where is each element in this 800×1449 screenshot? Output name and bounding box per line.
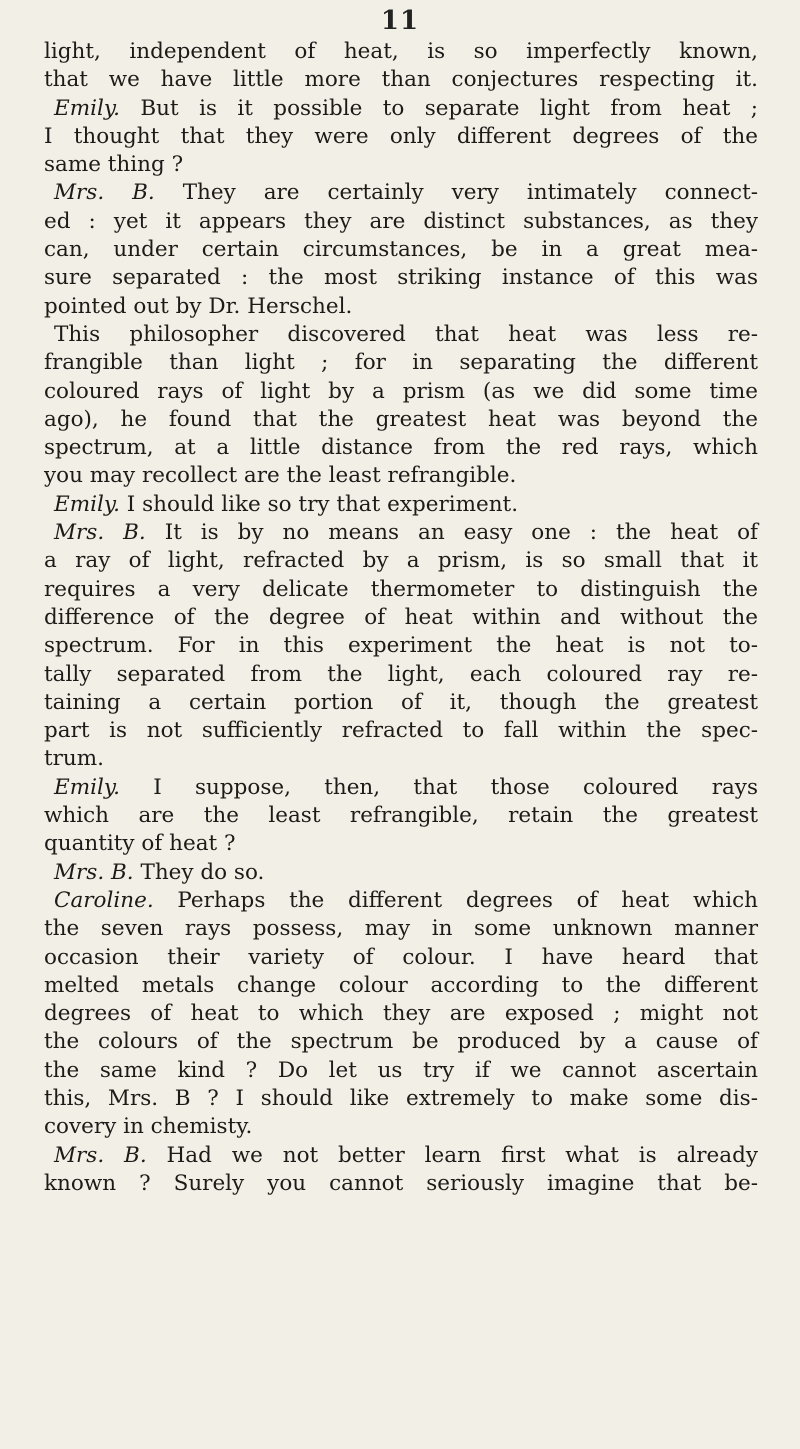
text-line [44,66,758,94]
line-text: I should like so try that experiment. [119,491,519,517]
text-line [44,915,758,943]
text-line [44,349,758,377]
text-line [44,887,758,915]
line-text: which are the least refrangible, retain the greatest [44,803,758,829]
text-line [44,434,758,462]
line-text: coloured rays of light by a prism (as we did some time [44,378,758,404]
line-text: this, Mrs. B ? I should like extremely to make some dis- [44,1085,758,1111]
line-text: They are certainly very intimately connect- [154,180,758,206]
page-number: 11 [380,6,420,36]
text-line [44,1000,758,1028]
speaker-name: Mrs. B. [54,520,146,546]
text-line [44,547,758,575]
text-line [44,632,758,660]
body-text [44,38,758,1198]
line-text: occasion their variety of colour. I have heard that [44,944,758,970]
line-text: the colours of the spectrum be produced by a cause of [44,1029,758,1055]
line-text: spectrum. For in this experiment the heat is not to- [44,633,758,659]
text-line [44,1113,758,1141]
speaker-name: Caroline. [54,887,154,913]
text-line [44,1085,758,1113]
line-text: sure separated : the most striking instance of this was [44,265,758,291]
text-line [44,462,758,490]
text-line [44,519,758,547]
text-line [44,661,758,689]
text-line [44,576,758,604]
text-line [44,1028,758,1056]
line-text: It is by no means an easy one : the heat of [145,520,758,546]
text-line [44,321,758,349]
line-text: ago), he found that the greatest heat was beyond the [44,406,758,432]
line-text: I thought that they were only different degrees of the [44,123,758,149]
line-text: you may recollect are the least refrangible. [44,463,517,489]
speaker-name: Mrs. B. [54,859,134,885]
line-text: trum. [44,746,104,772]
line-text: This philosopher discovered that heat was less re- [54,321,758,347]
line-text: degrees of heat to which they are exposed ; might not [44,1001,758,1027]
line-text: Had we not better learn first what is already [146,1142,758,1168]
line-text: covery in chemisty. [44,1114,253,1140]
line-text: pointed out by Dr. Herschel. [44,293,353,319]
line-text: I suppose, then, that those coloured rays [119,774,758,800]
text-line [44,208,758,236]
line-text: can, under certain circumstances, be in a great mea- [44,237,758,263]
text-line [44,406,758,434]
text-line [44,689,758,717]
text-line [44,264,758,292]
line-text: light, independent of heat, is so imperfectly known, [44,39,758,64]
text-line [44,745,758,773]
text-line [44,717,758,745]
speaker-name: Mrs. B. [54,180,155,206]
text-line [44,859,758,887]
line-text: difference of the degree of heat within and without the [44,604,758,630]
line-text: tally separated from the light, each coloured ray re- [44,661,758,687]
text-line [44,236,758,264]
line-text: quantity of heat ? [44,831,236,857]
line-text: the same kind ? Do let us try if we cannot ascertain [44,1057,758,1083]
line-text: taining a certain portion of it, though the greatest [44,689,758,715]
text-line [44,95,758,123]
line-text: part is not sufficiently refracted to fall within the spec- [44,718,758,744]
text-line [44,151,758,179]
text-line [44,972,758,1000]
text-line [44,830,758,858]
text-line [44,944,758,972]
line-text: They do so. [133,859,265,885]
text-line [44,1170,758,1198]
text-line [44,378,758,406]
line-text: spectrum, at a little distance from the red rays, which [44,435,758,461]
line-text: Perhaps the different degrees of heat which [153,887,758,913]
text-line [44,774,758,802]
text-line [44,123,758,151]
line-text: the seven rays possess, may in some unknown manner [44,916,758,942]
line-text: melted metals change colour according to the different [44,972,758,998]
text-line [44,1057,758,1085]
text-line [44,491,758,519]
speaker-name: Mrs. B. [54,1142,147,1168]
text-line [44,802,758,830]
line-text: frangible than light ; for in separating the different [44,350,758,376]
text-line [44,179,758,207]
text-line [44,1142,758,1170]
speaker-name: Emily. [54,774,120,800]
line-text: a ray of light, refracted by a prism, is so small that it [44,548,758,574]
line-text: known ? Surely you cannot seriously imagine that be- [44,1170,758,1196]
speaker-name: Emily. [54,491,120,517]
text-line [44,604,758,632]
line-text: requires a very delicate thermometer to distinguish the [44,576,758,602]
line-text: same thing ? [44,152,184,178]
line-text: But is it possible to separate light from heat ; [119,95,758,121]
text-line [44,293,758,321]
line-text: ed : yet it appears they are distinct substances, as they [44,208,758,234]
line-text: that we have little more than conjectures respecting it. [44,67,758,93]
text-line [44,38,758,66]
speaker-name: Emily. [54,95,120,121]
